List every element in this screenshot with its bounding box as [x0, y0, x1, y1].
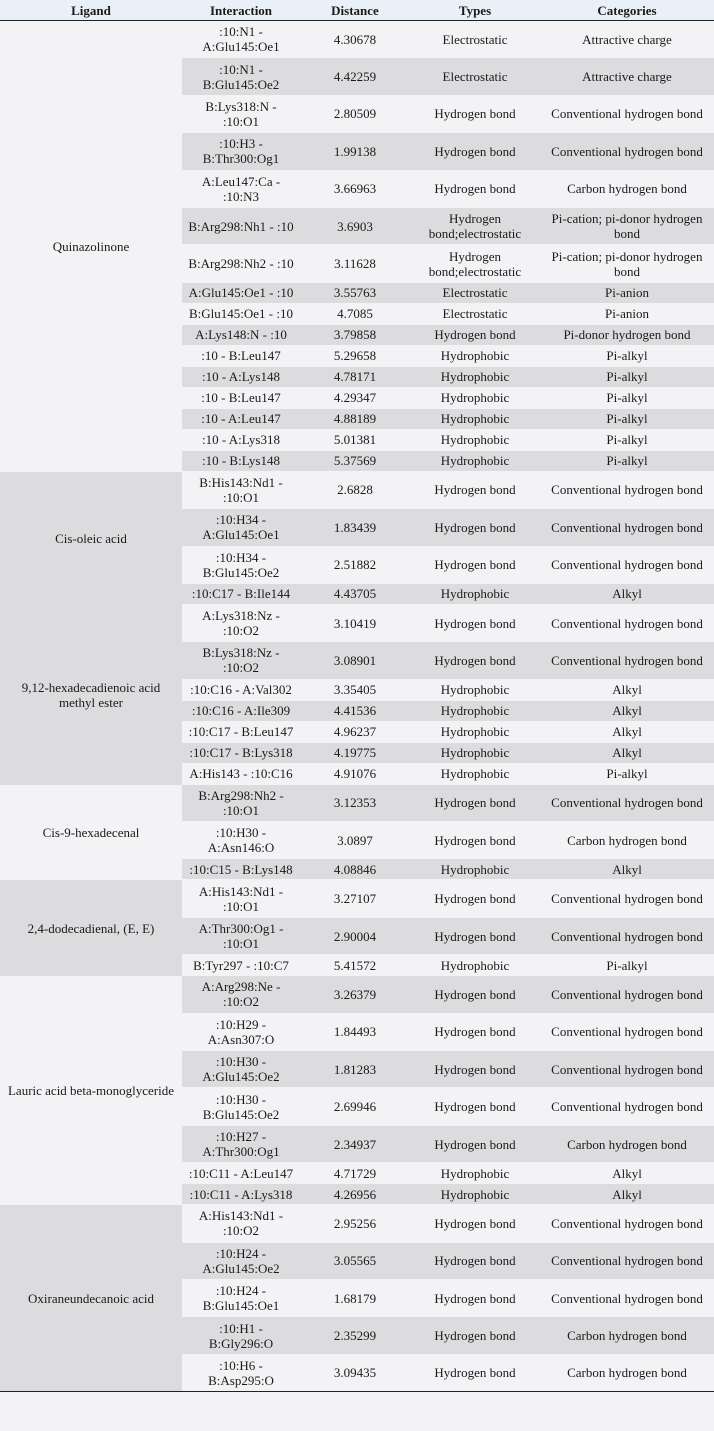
header-ligand: Ligand — [0, 0, 182, 21]
interaction-cell: :10:H27 - A:Thr300:Og1 — [182, 1126, 300, 1163]
category-cell: Pi-alkyl — [540, 451, 714, 472]
category-cell: Conventional hydrogen bond — [540, 547, 714, 584]
type-cell: Hydrogen bond — [410, 880, 540, 917]
distance-cell: 2.69946 — [300, 1088, 410, 1125]
interaction-cell: :10:H34 - A:Glu145:Oe1 — [182, 509, 300, 546]
category-cell: Conventional hydrogen bond — [540, 472, 714, 509]
type-cell: Hydrogen bond;electrostatic — [410, 208, 540, 245]
distance-cell: 5.41572 — [300, 955, 410, 976]
type-cell: Hydrogen bond — [410, 133, 540, 170]
type-cell: Hydrogen bond — [410, 472, 540, 509]
category-cell: Pi-alkyl — [540, 409, 714, 430]
type-cell: Hydrophobic — [410, 955, 540, 976]
ligand-cell: Lauric acid beta-monoglyceride — [0, 976, 182, 1205]
distance-cell: 4.26956 — [300, 1184, 410, 1205]
category-cell: Conventional hydrogen bond — [540, 642, 714, 679]
type-cell: Hydrogen bond — [410, 1014, 540, 1051]
type-cell: Hydrogen bond — [410, 918, 540, 955]
category-cell: Conventional hydrogen bond — [540, 1088, 714, 1125]
interaction-cell: :10:H30 - A:Asn146:O — [182, 822, 300, 859]
header-distance: Distance — [300, 0, 410, 21]
type-cell: Hydrophobic — [410, 680, 540, 701]
type-cell: Hydrogen bond — [410, 1051, 540, 1088]
distance-cell: 3.12353 — [300, 785, 410, 822]
interaction-cell: :10:H1 - B:Gly296:O — [182, 1317, 300, 1354]
category-cell: Carbon hydrogen bond — [540, 171, 714, 208]
distance-cell: 5.01381 — [300, 430, 410, 451]
distance-cell: 1.99138 — [300, 133, 410, 170]
distance-cell: 2.95256 — [300, 1205, 410, 1242]
interaction-cell: :10:C16 - A:Val302 — [182, 680, 300, 701]
distance-cell: 5.37569 — [300, 451, 410, 472]
distance-cell: 3.27107 — [300, 880, 410, 917]
category-cell: Alkyl — [540, 680, 714, 701]
category-cell: Conventional hydrogen bond — [540, 1051, 714, 1088]
category-cell: Alkyl — [540, 1163, 714, 1184]
category-cell: Pi-alkyl — [540, 388, 714, 409]
type-cell: Hydrogen bond — [410, 1088, 540, 1125]
type-cell: Hydrogen bond — [410, 325, 540, 346]
distance-cell: 4.29347 — [300, 388, 410, 409]
type-cell: Hydrogen bond — [410, 822, 540, 859]
distance-cell: 4.71729 — [300, 1163, 410, 1184]
table-row — [0, 1205, 714, 1242]
header-row — [0, 0, 714, 21]
interaction-cell: A:Arg298:Ne - :10:O2 — [182, 976, 300, 1013]
category-cell: Alkyl — [540, 584, 714, 605]
distance-cell: 3.11628 — [300, 245, 410, 282]
type-cell: Hydrogen bond — [410, 642, 540, 679]
distance-cell: 4.19775 — [300, 743, 410, 764]
interaction-cell: :10:C11 - A:Leu147 — [182, 1163, 300, 1184]
category-cell: Carbon hydrogen bond — [540, 1126, 714, 1163]
interaction-cell: :10:H34 - B:Glu145:Oe2 — [182, 547, 300, 584]
type-cell: Electrostatic — [410, 21, 540, 58]
distance-cell: 3.6903 — [300, 208, 410, 245]
table-row — [0, 976, 714, 1013]
distance-cell: 2.80509 — [300, 96, 410, 133]
category-cell: Pi-cation; pi-donor hydrogen bond — [540, 208, 714, 245]
interaction-cell: :10 - B:Leu147 — [182, 346, 300, 367]
interaction-cell: :10:N1 - B:Glu145:Oe2 — [182, 58, 300, 95]
category-cell: Conventional hydrogen bond — [540, 509, 714, 546]
category-cell: Conventional hydrogen bond — [540, 605, 714, 642]
table-row — [0, 21, 714, 58]
category-cell: Conventional hydrogen bond — [540, 785, 714, 822]
category-cell: Pi-alkyl — [540, 955, 714, 976]
ligand-cell: Oxiraneundecanoic acid — [0, 1205, 182, 1392]
category-cell: Conventional hydrogen bond — [540, 96, 714, 133]
ligand-cell: Cis-9-hexadecenal — [0, 785, 182, 881]
type-cell: Hydrogen bond — [410, 1355, 540, 1392]
type-cell: Hydrophobic — [410, 346, 540, 367]
distance-cell: 4.42259 — [300, 58, 410, 95]
category-cell: Conventional hydrogen bond — [540, 1280, 714, 1317]
distance-cell: 4.7085 — [300, 304, 410, 325]
interaction-cell: A:Leu147:Ca - :10:N3 — [182, 171, 300, 208]
type-cell: Hydrophobic — [410, 859, 540, 880]
interaction-cell: A:Glu145:Oe1 - :10 — [182, 283, 300, 304]
interaction-cell: :10:C17 - B:Leu147 — [182, 722, 300, 743]
category-cell: Pi-anion — [540, 304, 714, 325]
interaction-cell: :10:C11 - A:Lys318 — [182, 1184, 300, 1205]
distance-cell: 3.0897 — [300, 822, 410, 859]
interaction-cell: :10 - B:Lys148 — [182, 451, 300, 472]
distance-cell: 5.29658 — [300, 346, 410, 367]
type-cell: Hydrophobic — [410, 430, 540, 451]
category-cell: Pi-cation; pi-donor hydrogen bond — [540, 245, 714, 282]
distance-cell: 4.08846 — [300, 859, 410, 880]
interaction-cell: :10 - A:Leu147 — [182, 409, 300, 430]
category-cell: Pi-alkyl — [540, 764, 714, 785]
header-categories: Categories — [540, 0, 714, 21]
category-cell: Alkyl — [540, 743, 714, 764]
header-interaction: Interaction — [182, 0, 300, 21]
distance-cell: 4.30678 — [300, 21, 410, 58]
type-cell: Hydrophobic — [410, 451, 540, 472]
interaction-cell: :10:H29 - A:Asn307:O — [182, 1014, 300, 1051]
interaction-cell: :10:N1 - A:Glu145:Oe1 — [182, 21, 300, 58]
distance-cell: 3.09435 — [300, 1355, 410, 1392]
category-cell: Conventional hydrogen bond — [540, 880, 714, 917]
category-cell: Conventional hydrogen bond — [540, 1243, 714, 1280]
interaction-cell: :10 - A:Lys318 — [182, 430, 300, 451]
interaction-cell: B:Arg298:Nh1 - :10 — [182, 208, 300, 245]
distance-cell: 2.51882 — [300, 547, 410, 584]
type-cell: Hydrophobic — [410, 743, 540, 764]
type-cell: Electrostatic — [410, 304, 540, 325]
interaction-cell: A:His143:Nd1 - :10:O1 — [182, 880, 300, 917]
interaction-cell: A:His143:Nd1 - :10:O2 — [182, 1205, 300, 1242]
interaction-cell: :10:C16 - A:Ile309 — [182, 701, 300, 722]
category-cell: Pi-alkyl — [540, 367, 714, 388]
type-cell: Hydrophobic — [410, 409, 540, 430]
distance-cell: 3.79858 — [300, 325, 410, 346]
type-cell: Hydrogen bond — [410, 1205, 540, 1242]
distance-cell: 3.26379 — [300, 976, 410, 1013]
category-cell: Alkyl — [540, 722, 714, 743]
table-row — [0, 880, 714, 917]
type-cell: Hydrogen bond — [410, 171, 540, 208]
category-cell: Conventional hydrogen bond — [540, 918, 714, 955]
category-cell: Pi-donor hydrogen bond — [540, 325, 714, 346]
type-cell: Electrostatic — [410, 283, 540, 304]
type-cell: Hydrogen bond — [410, 509, 540, 546]
type-cell: Hydrogen bond — [410, 605, 540, 642]
interaction-cell: :10:H6 - B:Asp295:O — [182, 1355, 300, 1392]
distance-cell: 1.83439 — [300, 509, 410, 546]
category-cell: Conventional hydrogen bond — [540, 976, 714, 1013]
category-cell: Carbon hydrogen bond — [540, 822, 714, 859]
distance-cell: 3.10419 — [300, 605, 410, 642]
type-cell: Hydrophobic — [410, 1184, 540, 1205]
category-cell: Alkyl — [540, 1184, 714, 1205]
distance-cell: 2.34937 — [300, 1126, 410, 1163]
ligand-cell: Quinazolinone — [0, 21, 182, 472]
distance-cell: 1.81283 — [300, 1051, 410, 1088]
type-cell: Hydrogen bond;electrostatic — [410, 245, 540, 282]
distance-cell: 4.41536 — [300, 701, 410, 722]
interaction-cell: :10:H24 - A:Glu145:Oe2 — [182, 1243, 300, 1280]
distance-cell: 2.90004 — [300, 918, 410, 955]
type-cell: Hydrogen bond — [410, 96, 540, 133]
distance-cell: 3.55763 — [300, 283, 410, 304]
distance-cell: 4.91076 — [300, 764, 410, 785]
interaction-cell: :10:C15 - B:Lys148 — [182, 859, 300, 880]
interaction-cell: B:Tyr297 - :10:C7 — [182, 955, 300, 976]
ligand-cell: 2,4-dodecadienal, (E, E) — [0, 880, 182, 976]
distance-cell: 4.96237 — [300, 722, 410, 743]
distance-cell: 1.84493 — [300, 1014, 410, 1051]
interaction-cell: A:Lys148:N - :10 — [182, 325, 300, 346]
type-cell: Hydrogen bond — [410, 785, 540, 822]
category-cell: Conventional hydrogen bond — [540, 1205, 714, 1242]
ligand-cell: 9,12-hexadecadienoic acid methyl ester — [0, 605, 182, 785]
interaction-cell: :10 - A:Lys148 — [182, 367, 300, 388]
interaction-cell: :10:C17 - B:Ile144 — [182, 584, 300, 605]
interaction-cell: B:Glu145:Oe1 - :10 — [182, 304, 300, 325]
type-cell: Hydrogen bond — [410, 1126, 540, 1163]
distance-cell: 2.35299 — [300, 1317, 410, 1354]
interaction-cell: A:His143 - :10:C16 — [182, 764, 300, 785]
type-cell: Hydrophobic — [410, 1163, 540, 1184]
distance-cell: 1.68179 — [300, 1280, 410, 1317]
distance-cell: 2.6828 — [300, 472, 410, 509]
category-cell: Conventional hydrogen bond — [540, 1014, 714, 1051]
interaction-cell: A:Thr300:Og1 - :10:O1 — [182, 918, 300, 955]
distance-cell: 3.08901 — [300, 642, 410, 679]
type-cell: Hydrophobic — [410, 722, 540, 743]
type-cell: Hydrogen bond — [410, 1280, 540, 1317]
interaction-cell: A:Lys318:Nz - :10:O2 — [182, 605, 300, 642]
category-cell: Conventional hydrogen bond — [540, 133, 714, 170]
distance-cell: 3.35405 — [300, 680, 410, 701]
table-row — [0, 785, 714, 822]
interaction-cell: :10:H24 - B:Glu145:Oe1 — [182, 1280, 300, 1317]
category-cell: Attractive charge — [540, 58, 714, 95]
category-cell: Alkyl — [540, 859, 714, 880]
header-types: Types — [410, 0, 540, 21]
type-cell: Hydrophobic — [410, 764, 540, 785]
type-cell: Hydrogen bond — [410, 976, 540, 1013]
type-cell: Hydrogen bond — [410, 1317, 540, 1354]
interaction-cell: B:Lys318:N - :10:O1 — [182, 96, 300, 133]
interaction-cell: :10 - B:Leu147 — [182, 388, 300, 409]
distance-cell: 4.78171 — [300, 367, 410, 388]
distance-cell: 3.05565 — [300, 1243, 410, 1280]
category-cell: Pi-alkyl — [540, 346, 714, 367]
type-cell: Hydrogen bond — [410, 547, 540, 584]
type-cell: Hydrophobic — [410, 584, 540, 605]
distance-cell: 3.66963 — [300, 171, 410, 208]
type-cell: Hydrophobic — [410, 701, 540, 722]
category-cell: Carbon hydrogen bond — [540, 1317, 714, 1354]
category-cell: Carbon hydrogen bond — [540, 1355, 714, 1392]
interaction-cell: B:Arg298:Nh2 - :10:O1 — [182, 785, 300, 822]
distance-cell: 4.88189 — [300, 409, 410, 430]
interaction-cell: :10:H30 - A:Glu145:Oe2 — [182, 1051, 300, 1088]
table-body — [0, 21, 714, 1392]
category-cell: Pi-anion — [540, 283, 714, 304]
table-row — [0, 605, 714, 642]
distance-cell: 4.43705 — [300, 584, 410, 605]
interaction-cell: :10:H3 - B:Thr300:Og1 — [182, 133, 300, 170]
category-cell: Alkyl — [540, 701, 714, 722]
interaction-cell: B:Lys318:Nz - :10:O2 — [182, 642, 300, 679]
category-cell: Attractive charge — [540, 21, 714, 58]
ligand-cell: Cis-oleic acid — [0, 472, 182, 605]
category-cell: Pi-alkyl — [540, 430, 714, 451]
type-cell: Electrostatic — [410, 58, 540, 95]
type-cell: Hydrogen bond — [410, 1243, 540, 1280]
interaction-cell: B:His143:Nd1 - :10:O1 — [182, 472, 300, 509]
interaction-cell: :10:C17 - B:Lys318 — [182, 743, 300, 764]
type-cell: Hydrophobic — [410, 367, 540, 388]
interaction-cell: B:Arg298:Nh2 - :10 — [182, 245, 300, 282]
interaction-cell: :10:H30 - B:Glu145:Oe2 — [182, 1088, 300, 1125]
table-row — [0, 472, 714, 509]
type-cell: Hydrophobic — [410, 388, 540, 409]
